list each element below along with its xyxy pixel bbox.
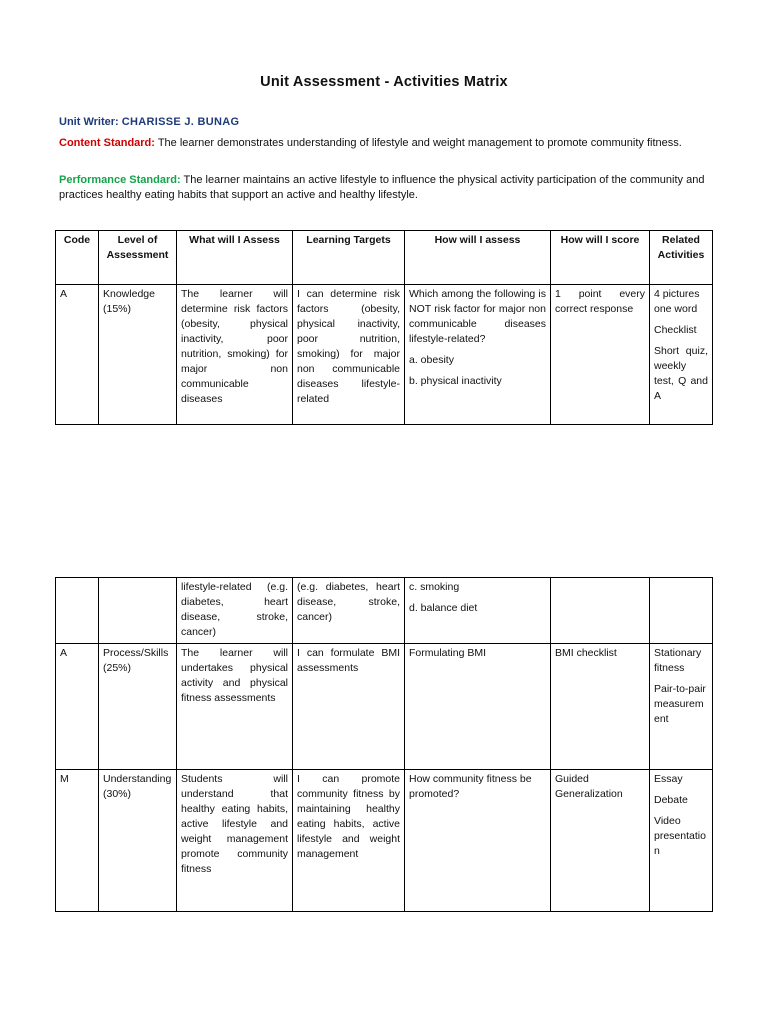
content-standard xyxy=(59,136,719,151)
option-c: c. smoking xyxy=(409,581,460,593)
header-level: Level of Assessment xyxy=(99,231,177,285)
performance-standard-label: Performance Standard: xyxy=(59,174,181,186)
content-standard-label: Content Standard: xyxy=(59,137,155,149)
cell-activities xyxy=(650,285,713,425)
cell-what: Students will understand that healthy eating habits, active lifestyle and weight management promote community fitness xyxy=(177,770,293,912)
header-what: What will I Assess xyxy=(177,231,293,285)
header-target: Learning Targets xyxy=(293,231,405,285)
activity-item: Video presentation xyxy=(654,815,706,857)
table-row xyxy=(56,644,713,770)
cell-how-score xyxy=(551,578,650,644)
cell-code xyxy=(56,578,99,644)
activity-item: 4 pictures one word xyxy=(654,288,700,315)
unit-writer xyxy=(59,115,719,130)
question-text: Which among the following is NOT risk factor for major non communicable diseases lifestyle-related? xyxy=(409,288,546,345)
cell-target: I can determine risk factors (obesity, physical inactivity, poor nutrition, smoking) for major non communicable diseases lifestyle-related xyxy=(293,285,405,425)
cell-how-score: BMI checklist xyxy=(551,644,650,770)
cell-target: (e.g. diabetes, heart disease, stroke, cancer) xyxy=(293,578,405,644)
content-standard-text: The learner demonstrates understanding of lifestyle and weight management to promote community fitness. xyxy=(157,137,682,149)
unit-writer-label: Unit Writer: xyxy=(59,116,119,128)
cell-how-assess: How community fitness be promoted? xyxy=(405,770,551,912)
activity-item: Short quiz, weekly test, Q and A xyxy=(654,345,708,402)
cell-how-assess: Formulating BMI xyxy=(405,644,551,770)
cell-level: Knowledge (15%) xyxy=(99,285,177,425)
cell-target: I can formulate BMI assessments xyxy=(293,644,405,770)
activity-item: Checklist xyxy=(654,324,697,336)
table-row xyxy=(56,285,713,425)
cell-level: Process/Skills (25%) xyxy=(99,644,177,770)
header-code: Code xyxy=(56,231,99,285)
cell-code: M xyxy=(56,770,99,912)
header-activities: Related Activities xyxy=(650,231,713,285)
cell-how-assess xyxy=(405,285,551,425)
header-how-assess: How will I assess xyxy=(405,231,551,285)
cell-level xyxy=(99,578,177,644)
cell-what: lifestyle-related (e.g. diabetes, heart disease, stroke, cancer) xyxy=(177,578,293,644)
header-how-score: How will I score xyxy=(551,231,650,285)
activity-item: Essay xyxy=(654,773,683,785)
activity-item: Stationary fitness xyxy=(654,647,702,674)
performance-standard-text: The learner maintains an active lifestyle to influence the physical activity participation of the community and practices healthy eating habits that support an active and healthy lifestyle. xyxy=(59,174,705,201)
cell-target: I can promote community fitness by maintaining healthy eating habits, active lifestyle and weight management xyxy=(293,770,405,912)
option-d: d. balance diet xyxy=(409,602,478,614)
cell-activities xyxy=(650,578,713,644)
option-a: a. obesity xyxy=(409,354,454,366)
page-title: Unit Assessment - Activities Matrix xyxy=(260,74,508,90)
table-row xyxy=(56,578,713,644)
cell-activities xyxy=(650,770,713,912)
cell-how-score: 1 point every correct response xyxy=(551,285,650,425)
cell-what: The learner will undertakes physical activity and physical fitness assessments xyxy=(177,644,293,770)
activities-matrix-table-continued xyxy=(55,577,713,912)
option-b: b. physical inactivity xyxy=(409,375,502,387)
cell-level: Understanding (30%) xyxy=(99,770,177,912)
cell-what: The learner will determine risk factors (obesity, physical inactivity, poor nutrition, smoking) for major non communicable diseases xyxy=(177,285,293,425)
performance-standard xyxy=(59,173,719,203)
activity-item: Debate xyxy=(654,794,688,806)
unit-writer-name: CHARISSE J. BUNAG xyxy=(121,116,240,128)
cell-code: A xyxy=(56,644,99,770)
cell-how-assess xyxy=(405,578,551,644)
cell-activities xyxy=(650,644,713,770)
cell-code: A xyxy=(56,285,99,425)
table-row xyxy=(56,770,713,912)
table-header-row xyxy=(56,231,713,285)
activities-matrix-table xyxy=(55,230,713,425)
activity-item: Pair-to-pair measurement xyxy=(654,683,706,725)
cell-how-score: Guided Generalization xyxy=(551,770,650,912)
